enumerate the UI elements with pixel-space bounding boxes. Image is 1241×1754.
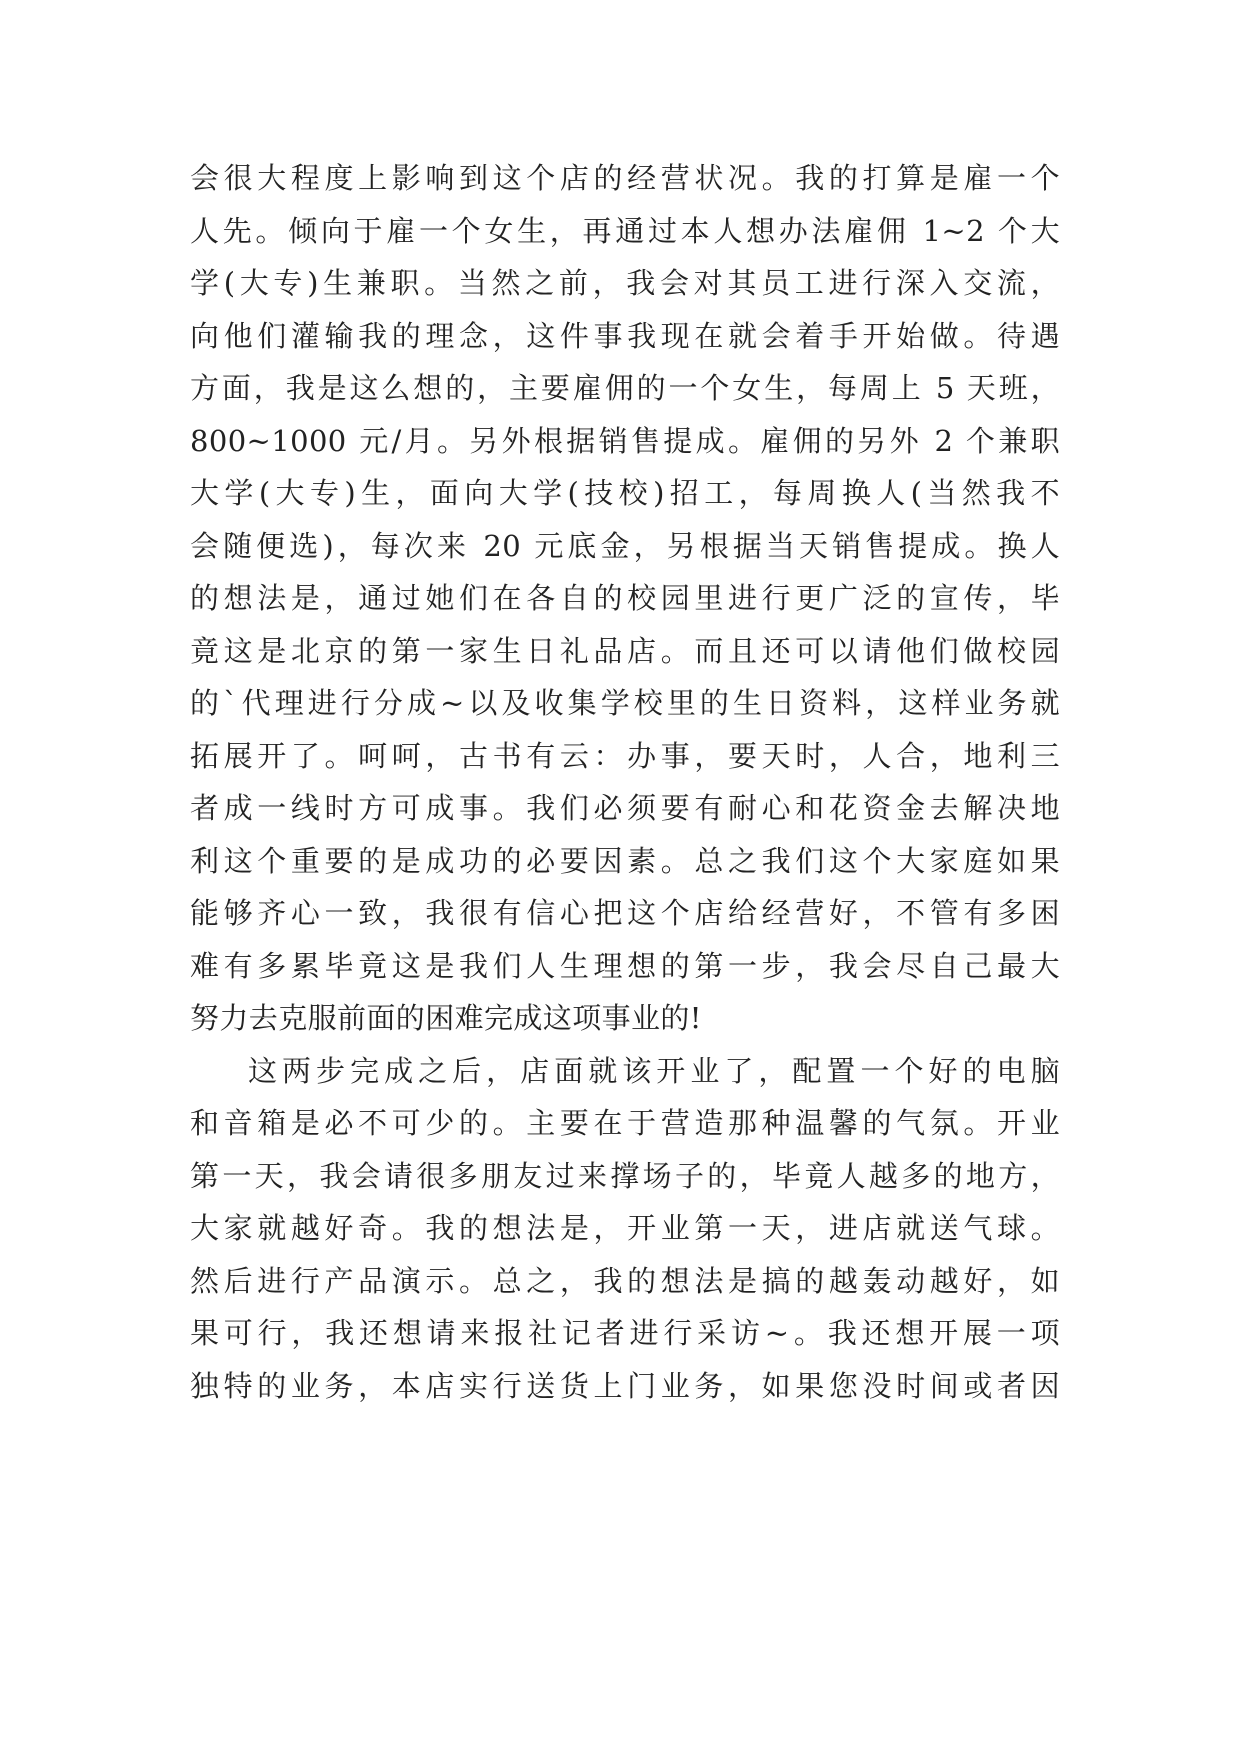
- paragraph-line: 第一天，我会请很多朋友过来撑场子的，毕竟人越多的地方，: [190, 1158, 1060, 1193]
- paragraph-line: 学(大专)生兼职。当然之前，我会对其员工进行深入交流，: [190, 266, 1060, 300]
- paragraph-line: 会很大程度上影响到这个店的经营状况。我的打算是雇一个: [190, 161, 1060, 195]
- paragraph-line: 和音箱是必不可少的。主要在于营造那种温馨的气氛。开业: [190, 1106, 1060, 1140]
- paragraph-line: 的`代理进行分成~以及收集学校里的生日资料，这样业务就: [190, 686, 1060, 720]
- paragraph-line: 者成一线时方可成事。我们必须要有耐心和花资金去解决地: [190, 791, 1060, 825]
- paragraph-line: 800~1000 元/月。另外根据销售提成。雇佣的另外 2 个兼职: [190, 423, 1060, 458]
- paragraph-line: 努力去克服前面的困难完成这项事业的!: [190, 1001, 702, 1035]
- paragraph-line: 这两步完成之后，店面就该开业了，配置一个好的电脑: [248, 1053, 1060, 1088]
- paragraph-line: 拓展开了。呵呵，古书有云：办事，要天时，人合，地利三: [190, 738, 1060, 773]
- paragraph-line: 果可行，我还想请来报社记者进行采访~。我还想开展一项: [190, 1316, 1060, 1350]
- document-body: [190, 152, 1060, 1412]
- paragraph-line: 独特的业务，本店实行送货上门业务，如果您没时间或者因: [190, 1368, 1060, 1403]
- paragraph-line: 能够齐心一致，我很有信心把这个店给经营好，不管有多困: [190, 896, 1060, 930]
- paragraph-line: 向他们灌输我的理念，这件事我现在就会着手开始做。待遇: [190, 318, 1060, 353]
- paragraph-line: 大家就越好奇。我的想法是，开业第一天，进店就送气球。: [190, 1211, 1060, 1245]
- paragraph-1: [190, 152, 1060, 1045]
- paragraph-line: 大学(大专)生，面向大学(技校)招工，每周换人(当然我不: [190, 476, 1060, 510]
- paragraph-2: [190, 1045, 1060, 1413]
- paragraph-line: 的想法是，通过她们在各自的校园里进行更广泛的宣传，毕: [190, 581, 1060, 615]
- paragraph-line: 会随便选)，每次来 20 元底金，另根据当天销售提成。换人: [190, 528, 1060, 563]
- paragraph-line: 人先。倾向于雇一个女生，再通过本人想办法雇佣 1~2 个大: [190, 213, 1060, 248]
- paragraph-line: 竟这是北京的第一家生日礼品店。而且还可以请他们做校园: [190, 633, 1060, 668]
- paragraph-line: 难有多累毕竟这是我们人生理想的第一步，我会尽自己最大: [190, 948, 1060, 983]
- paragraph-line: 利这个重要的是成功的必要因素。总之我们这个大家庭如果: [190, 843, 1060, 878]
- paragraph-line: 然后进行产品演示。总之，我的想法是搞的越轰动越好，如: [190, 1263, 1060, 1298]
- paragraph-line: 方面，我是这么想的，主要雇佣的一个女生，每周上 5 天班，: [190, 371, 1060, 405]
